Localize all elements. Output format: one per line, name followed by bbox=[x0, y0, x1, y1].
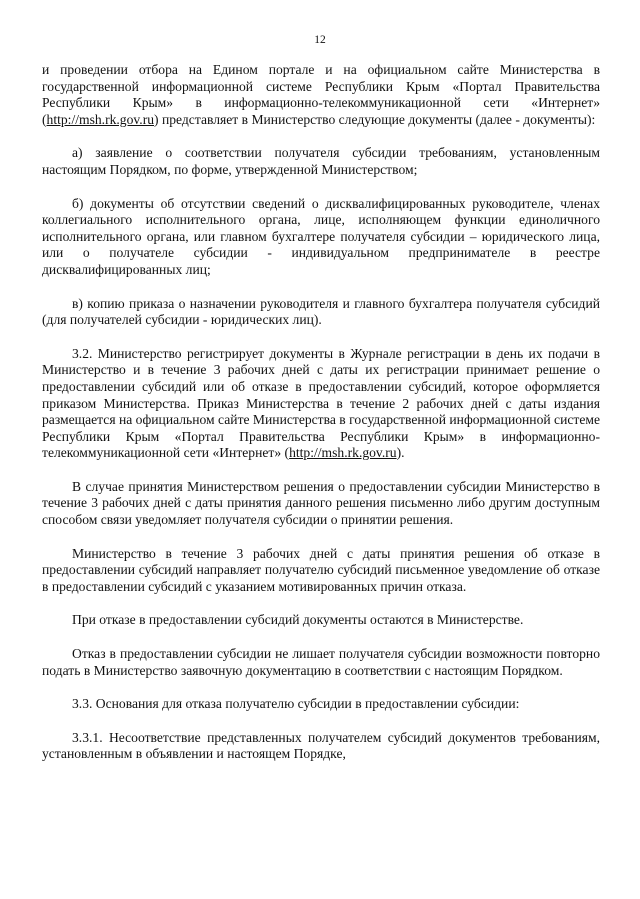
paragraph-3-2 bbox=[42, 346, 600, 462]
paragraph-documents-retained: При отказе в предоставлении субсидий документы остаются в Министерстве. bbox=[72, 612, 524, 628]
paragraph-3-3-1: 3.3.1. Несоответствие представленных получателем субсидий документов требованиям, установленным в объявлении и настоящем Порядке, bbox=[42, 729, 600, 762]
paragraph-resubmission: Отказ в предоставлении субсидии не лишает получателя субсидии возможности повторно подать в Министерство заявочную документацию в соответствии с настоящим Порядком. bbox=[42, 646, 600, 678]
paragraph-text: ). bbox=[396, 445, 405, 461]
paragraph-item-b: б) документы об отсутствии сведений о дисквалифицированных руководителе, членах коллегиального исполнительного органа, лице, исполняющем функции единоличного исполнительного органа, или главном бухгалтере получателя субсидии – юридического лица, или о получателе субсидии - индивидуальном предпринимателе в реестре дисквалифицированных лиц; bbox=[42, 195, 600, 277]
page-number: 12 bbox=[314, 34, 326, 46]
paragraph-refusal-notice: Министерство в течение 3 рабочих дней с даты принятия решения об отказе в предоставлении субсидий направляет получателю субсидий письменное уведомление об отказе в предоставлении субсидий с указанием мотивированных причин отказа. bbox=[42, 545, 600, 594]
website-link[interactable]: http://msh.rk.gov.ru bbox=[46, 111, 155, 127]
paragraph-item-c: в) копию приказа о назначении руководителя и главного бухгалтера получателя субсидий (для получателей субсидии - юридических лиц). bbox=[42, 295, 600, 328]
website-link[interactable]: http://msh.rk.gov.ru bbox=[289, 445, 397, 461]
paragraph-3-3: 3.3. Основания для отказа получателю субсидии в предоставлении субсидии: bbox=[72, 696, 520, 712]
paragraph-documents-list-intro bbox=[42, 62, 600, 128]
paragraph-text: 3.2. Министерство регистрирует документы в Журнале регистрации в день их подачи в Министерство и в течение 3 рабочих дней с даты их регистрации принимает решение о предоставлении субсидий или об отказе в предоставлении субсидий, которое оформляется приказом Министерства. Приказ Министерства в течение 2 рабочих дней с даты издания размещается на официальном сайте Министерства в государственной информационной системе Республики Крым «Портал Правительства Республики Крым» в информационно-телекоммуникационной сети «Интернет» ( bbox=[42, 345, 601, 461]
paragraph-text: ) представляет в Министерство следующие документы (далее - документы): bbox=[154, 111, 596, 127]
paragraph-approval-notice: В случае принятия Министерством решения о предоставлении субсидии Министерство в течение 3 рабочих дней с даты принятия данного решения письменно либо другим доступным способом связи уведомляет получателя субсидии о принятии решения. bbox=[42, 478, 600, 528]
paragraph-item-a: а) заявление о соответствии получателя субсидии требованиям, установленным настоящим Порядком, по форме, утвержденной Министерством; bbox=[42, 145, 600, 177]
paragraph-text: и проведении отбора на Едином портале и на официальном сайте Министерства в государственной информационной системе Республики Крым «Портал Правительства Республики Крым» в информационно-телекоммуникационной сети «Интернет» ( bbox=[42, 62, 600, 127]
document-body bbox=[42, 62, 600, 780]
